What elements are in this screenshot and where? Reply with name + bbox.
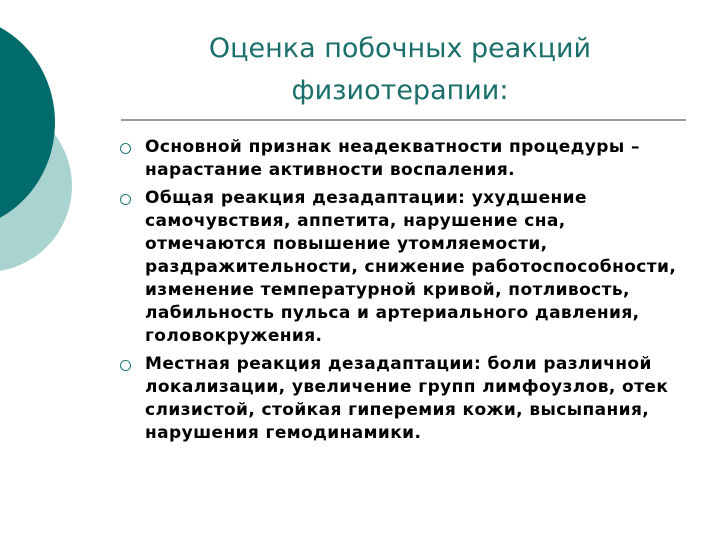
title-divider [121,119,686,121]
bullet-circle-icon [120,194,131,205]
slide-title-line-2: физиотерапии: [291,75,509,106]
bullet-text: Местная реакция дезадаптации: боли различной локализации, увеличение групп лимфоузлов, отек слизистой, стойкая гиперемия кожи, высыпания, нарушения гемодинамики. [145,354,669,443]
bullet-item-adequacy [114,136,686,182]
bullet-item-local-reaction [114,353,686,445]
bullet-list [114,136,686,450]
bullet-item-general-reaction [114,187,686,348]
bullet-circle-icon [120,143,131,154]
bullet-circle-icon [120,360,131,371]
slide-title [140,28,660,112]
bullet-text: Общая реакция дезадаптации: ухудшение самочувствия, аппетита, нарушение сна, отмечаются повышение утомляемости, раздражительности, снижение работоспособности, изменение температурной кривой, потливость, лабильность пульса и артериального давления, головокружения. [145,188,677,346]
bullet-text: Основной признак неадекватности процедуры – нарастание активности воспаления. [145,137,640,180]
slide-title-line-1: Оценка побочных реакций [208,33,592,64]
